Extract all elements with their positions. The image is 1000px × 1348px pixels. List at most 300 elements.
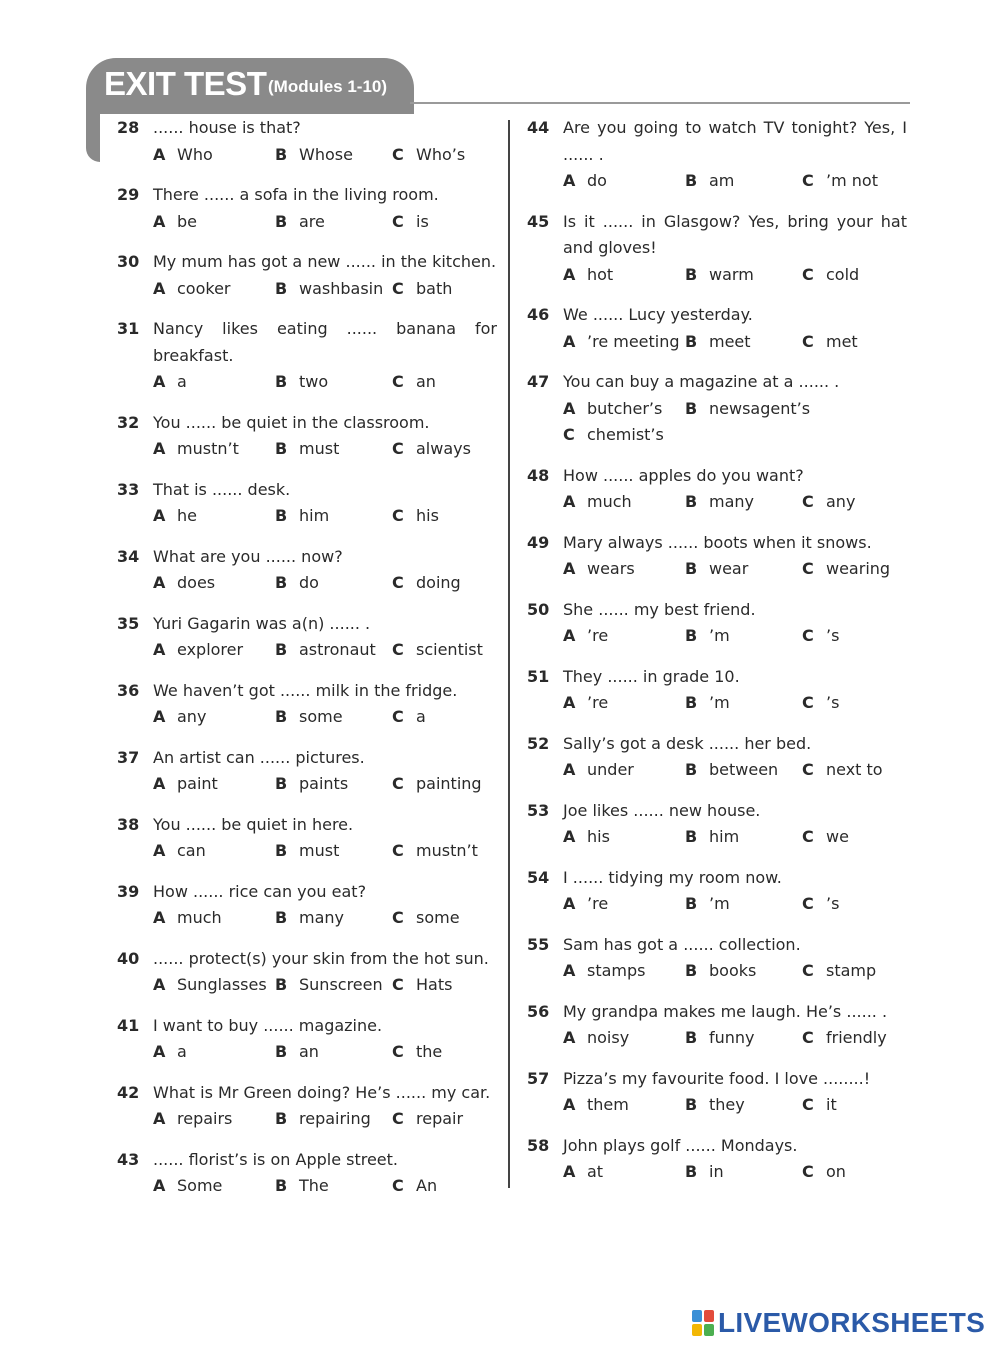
- option-text: ’s: [826, 626, 840, 645]
- option-letter: A: [153, 372, 166, 391]
- option-text: mustn’t: [416, 841, 478, 860]
- option-c[interactable]: [802, 1025, 887, 1051]
- option-letter: C: [802, 264, 814, 284]
- option-c[interactable]: [802, 556, 890, 582]
- option-a[interactable]: [563, 1092, 629, 1118]
- option-text: much: [587, 492, 632, 511]
- option-letter: A: [153, 1176, 166, 1195]
- option-text: newsagent’s: [709, 398, 811, 418]
- option-letter: B: [275, 1109, 288, 1128]
- option-text: mustn’t: [177, 439, 239, 458]
- option-a[interactable]: [563, 329, 680, 355]
- option-text: be: [177, 211, 197, 231]
- question-number: 52: [527, 733, 550, 753]
- question-number: 34: [117, 546, 140, 566]
- option-letter: C: [802, 1028, 814, 1047]
- question-text: Sally’s got a desk ...... her bed.: [563, 733, 812, 753]
- logo-mark-icon: [692, 1310, 714, 1336]
- option-b[interactable]: [685, 958, 756, 984]
- option-c[interactable]: [392, 972, 452, 998]
- option-letter: C: [802, 492, 814, 511]
- option-b[interactable]: [685, 1092, 745, 1118]
- option-b[interactable]: [275, 838, 339, 864]
- option-text: any: [177, 707, 207, 726]
- option-text: must: [299, 439, 340, 458]
- option-text: repairing: [299, 1109, 371, 1128]
- question-number: 37: [117, 747, 140, 767]
- option-letter: C: [802, 1162, 814, 1181]
- option-c[interactable]: [392, 1039, 442, 1065]
- option-text: warm: [709, 264, 754, 284]
- question-number: 50: [527, 599, 550, 619]
- option-text: his: [587, 827, 610, 846]
- option-letter: A: [153, 707, 166, 726]
- question-text: ...... house is that?: [153, 118, 301, 137]
- option-c[interactable]: [392, 503, 439, 529]
- option-text: scientist: [416, 640, 483, 659]
- option-letter: A: [153, 278, 166, 298]
- option-letter: C: [392, 1176, 404, 1195]
- option-letter: B: [275, 908, 288, 927]
- option-letter: A: [563, 760, 576, 779]
- option-text: in: [709, 1162, 724, 1181]
- option-letter: A: [563, 1095, 576, 1114]
- question-text: My grandpa makes me laugh. He’s ...... .: [563, 1001, 888, 1021]
- option-c[interactable]: [563, 422, 664, 448]
- option-c[interactable]: [802, 891, 839, 917]
- option-text: meet: [709, 331, 751, 351]
- option-letter: C: [392, 774, 404, 793]
- option-b[interactable]: [685, 1159, 724, 1185]
- option-b[interactable]: [275, 436, 339, 462]
- question-text: Pizza’s my favourite food. I love ........!: [563, 1068, 871, 1088]
- question-text: They ...... in grade 10.: [563, 666, 740, 686]
- option-text: always: [416, 439, 471, 458]
- option-a[interactable]: [563, 1025, 629, 1051]
- option-letter: A: [153, 640, 166, 659]
- option-c[interactable]: [392, 570, 461, 596]
- option-text: An: [416, 1176, 438, 1195]
- option-c[interactable]: [802, 824, 849, 850]
- option-a[interactable]: [563, 396, 662, 422]
- option-a[interactable]: [563, 556, 635, 582]
- option-text: many: [299, 908, 344, 927]
- option-text: some: [299, 707, 343, 726]
- option-text: met: [826, 331, 858, 351]
- option-b[interactable]: [685, 556, 748, 582]
- question-number: 36: [117, 680, 140, 700]
- option-text: ’m not: [826, 171, 878, 190]
- option-b[interactable]: [275, 369, 328, 395]
- option-b[interactable]: [685, 623, 730, 649]
- option-c[interactable]: [802, 168, 878, 194]
- option-letter: A: [153, 439, 166, 458]
- option-text: ’re: [587, 626, 609, 645]
- option-c[interactable]: [802, 489, 855, 515]
- logo-text: LIVEWORKSHEETS: [718, 1307, 986, 1338]
- option-text: an: [299, 1042, 319, 1061]
- question-number: 28: [117, 118, 140, 137]
- option-text: a: [177, 1042, 187, 1061]
- option-letter: B: [275, 506, 288, 525]
- option-text: it: [826, 1095, 837, 1114]
- option-text: them: [587, 1095, 629, 1114]
- option-a[interactable]: [563, 824, 610, 850]
- option-b[interactable]: [685, 757, 778, 783]
- question-number: 39: [117, 881, 140, 901]
- option-letter: A: [563, 894, 576, 913]
- question-text: Nancy likes eating ...... banana for: [153, 319, 497, 338]
- option-c[interactable]: [802, 958, 876, 984]
- option-letter: C: [802, 827, 814, 846]
- question-number: 47: [527, 372, 550, 391]
- option-text: paint: [177, 774, 218, 793]
- option-letter: B: [685, 827, 698, 846]
- option-a[interactable]: [153, 436, 239, 462]
- option-text: hot: [587, 264, 614, 284]
- question-number: 44: [527, 118, 550, 137]
- option-a[interactable]: [563, 168, 607, 194]
- question-number: 41: [117, 1015, 140, 1035]
- option-letter: C: [802, 626, 814, 645]
- option-letter: C: [392, 640, 404, 659]
- option-a[interactable]: [153, 570, 215, 596]
- option-letter: C: [802, 559, 814, 578]
- question-text: How ...... apples do you want?: [563, 465, 804, 485]
- option-letter: C: [392, 573, 404, 592]
- option-letter: C: [392, 278, 404, 298]
- option-b[interactable]: [685, 262, 754, 288]
- question-text: I want to buy ...... magazine.: [153, 1015, 383, 1035]
- option-a[interactable]: [153, 503, 197, 529]
- option-a[interactable]: [153, 276, 231, 302]
- option-c[interactable]: [392, 276, 452, 302]
- option-letter: A: [153, 841, 166, 860]
- question-text: What is Mr Green doing? He’s ...... my car.: [153, 1082, 491, 1102]
- option-letter: C: [802, 331, 814, 351]
- option-letter: A: [153, 506, 166, 525]
- option-text: they: [709, 1095, 745, 1114]
- option-text: Whose: [299, 144, 353, 164]
- option-a[interactable]: [153, 1106, 232, 1132]
- option-text: ’m: [709, 626, 730, 645]
- option-text: do: [587, 171, 607, 190]
- option-letter: B: [275, 372, 288, 391]
- option-text: chemist’s: [587, 425, 664, 444]
- column-divider: [508, 120, 510, 1188]
- option-letter: B: [685, 492, 698, 511]
- question-number: 57: [527, 1068, 550, 1088]
- option-b[interactable]: [275, 142, 353, 168]
- option-c[interactable]: [392, 704, 426, 730]
- question-number: 53: [527, 800, 550, 820]
- question-text: breakfast.: [153, 345, 234, 365]
- option-a[interactable]: [153, 209, 197, 235]
- question-number: 54: [527, 867, 550, 887]
- option-letter: C: [802, 171, 814, 190]
- option-letter: B: [275, 278, 288, 298]
- option-text: him: [299, 506, 330, 525]
- option-letter: B: [685, 760, 698, 779]
- question-text: I ...... tidying my room now.: [563, 867, 782, 887]
- question-text: You ...... be quiet in here.: [153, 814, 354, 834]
- option-c[interactable]: [392, 771, 482, 797]
- option-a[interactable]: [563, 623, 608, 649]
- option-letter: B: [275, 707, 288, 726]
- option-text: Some: [177, 1176, 223, 1195]
- option-text: stamps: [587, 961, 646, 980]
- option-a[interactable]: [153, 369, 187, 395]
- question-number: 48: [527, 465, 550, 485]
- option-text: stamp: [826, 961, 877, 980]
- question-text: Mary always ...... boots when it snows.: [563, 532, 872, 552]
- option-c[interactable]: [802, 1092, 837, 1118]
- question-text: Joe likes ...... new house.: [563, 800, 761, 820]
- option-b[interactable]: [275, 1173, 329, 1199]
- option-letter: A: [563, 492, 576, 511]
- option-letter: A: [563, 264, 576, 284]
- question-number: 31: [117, 319, 140, 338]
- question-number: 56: [527, 1001, 550, 1021]
- option-text: ’re meeting: [587, 331, 680, 351]
- option-c[interactable]: [392, 1106, 463, 1132]
- option-text: at: [587, 1162, 604, 1181]
- option-text: astronaut: [299, 640, 376, 659]
- option-text: two: [299, 372, 329, 391]
- option-letter: B: [275, 841, 288, 860]
- option-letter: B: [685, 693, 698, 712]
- option-b[interactable]: [275, 1106, 371, 1132]
- option-letter: C: [392, 439, 404, 458]
- option-text: funny: [709, 1028, 755, 1047]
- option-b[interactable]: [685, 824, 739, 850]
- option-b[interactable]: [275, 1039, 319, 1065]
- option-letter: C: [802, 1095, 814, 1114]
- option-text: ’m: [709, 693, 730, 712]
- option-letter: A: [153, 774, 166, 793]
- option-text: an: [416, 372, 436, 391]
- question-number: 33: [117, 479, 140, 499]
- option-b[interactable]: [685, 1025, 755, 1051]
- option-letter: C: [802, 693, 814, 712]
- question-text: How ...... rice can you eat?: [153, 881, 367, 901]
- option-text: on: [826, 1162, 846, 1181]
- option-letter: A: [563, 827, 576, 846]
- option-a[interactable]: [153, 838, 206, 864]
- option-letter: A: [153, 975, 166, 994]
- option-b[interactable]: [685, 690, 730, 716]
- option-b[interactable]: [275, 771, 348, 797]
- question-text: You ...... be quiet in the classroom.: [153, 412, 430, 432]
- option-letter: A: [563, 559, 576, 578]
- option-letter: C: [802, 961, 814, 980]
- option-letter: B: [685, 961, 698, 980]
- option-text: many: [709, 492, 754, 511]
- option-text: doing: [416, 573, 461, 592]
- option-letter: C: [392, 975, 404, 994]
- option-a[interactable]: [563, 690, 608, 716]
- option-letter: A: [563, 331, 576, 351]
- option-letter: B: [275, 573, 288, 592]
- option-a[interactable]: [153, 972, 267, 998]
- question-number: 49: [527, 532, 550, 552]
- option-a[interactable]: [153, 142, 213, 168]
- option-a[interactable]: [563, 757, 634, 783]
- option-b[interactable]: [275, 209, 325, 235]
- option-letter: B: [685, 171, 698, 190]
- option-letter: A: [563, 1028, 576, 1047]
- option-b[interactable]: [275, 637, 376, 663]
- option-c[interactable]: [802, 329, 858, 355]
- option-letter: B: [275, 439, 288, 458]
- question-text: We ...... Lucy yesterday.: [563, 305, 753, 324]
- option-letter: B: [275, 144, 288, 164]
- option-letter: C: [392, 908, 404, 927]
- option-c[interactable]: [392, 369, 436, 395]
- option-b[interactable]: [275, 503, 329, 529]
- option-b[interactable]: [685, 396, 810, 422]
- question-number: 35: [117, 613, 140, 633]
- option-letter: C: [392, 144, 404, 164]
- question-number: 42: [117, 1082, 140, 1102]
- option-b[interactable]: [275, 905, 344, 931]
- option-c[interactable]: [802, 690, 839, 716]
- question-text: ...... protect(s) your skin from the hot sun.: [153, 948, 489, 968]
- option-letter: B: [685, 1028, 698, 1047]
- option-c[interactable]: [802, 1159, 846, 1185]
- option-b[interactable]: [275, 972, 383, 998]
- option-a[interactable]: [153, 704, 206, 730]
- option-letter: C: [802, 894, 814, 913]
- option-text: wear: [709, 559, 749, 578]
- option-text: must: [299, 841, 340, 860]
- option-letter: C: [802, 760, 814, 779]
- option-c[interactable]: [392, 905, 460, 931]
- option-text: washbasin: [299, 278, 384, 298]
- option-letter: B: [275, 975, 288, 994]
- option-letter: B: [685, 264, 698, 284]
- question-text: Sam has got a ...... collection.: [563, 934, 801, 954]
- option-letter: B: [275, 640, 288, 659]
- option-letter: B: [685, 894, 698, 913]
- option-text: he: [177, 506, 197, 525]
- option-letter: B: [275, 1176, 288, 1195]
- option-a[interactable]: [153, 905, 222, 931]
- option-b[interactable]: [275, 570, 319, 596]
- option-c[interactable]: [392, 637, 483, 663]
- option-a[interactable]: [563, 262, 613, 288]
- option-letter: B: [275, 774, 288, 793]
- option-b[interactable]: [685, 168, 734, 194]
- option-text: does: [177, 573, 216, 592]
- question-number: 29: [117, 185, 140, 204]
- option-a[interactable]: [153, 1039, 187, 1065]
- option-text: do: [299, 573, 319, 592]
- question-text: Is it ...... in Glasgow? Yes, bring your hat: [563, 211, 907, 231]
- option-letter: A: [563, 693, 576, 712]
- question-number: 30: [117, 252, 140, 271]
- option-text: wears: [587, 559, 635, 578]
- option-text: wearing: [826, 559, 891, 578]
- option-letter: B: [685, 331, 698, 351]
- option-c[interactable]: [802, 262, 859, 288]
- option-text: between: [709, 760, 779, 779]
- question-number: 38: [117, 814, 140, 834]
- option-letter: A: [563, 171, 576, 190]
- option-a[interactable]: [153, 1173, 222, 1199]
- option-letter: C: [392, 211, 404, 231]
- option-a[interactable]: [563, 489, 632, 515]
- question-text: My mum has got a new ...... in the kitchen.: [153, 252, 497, 271]
- option-letter: B: [685, 398, 698, 418]
- question-text: You can buy a magazine at a ...... .: [563, 372, 840, 391]
- question-number: 32: [117, 412, 140, 432]
- option-text: Hats: [416, 975, 453, 994]
- option-b[interactable]: [275, 704, 343, 730]
- option-text: books: [709, 961, 757, 980]
- question-text: and gloves!: [563, 238, 657, 257]
- question-number: 55: [527, 934, 550, 954]
- option-c[interactable]: [392, 209, 429, 235]
- option-a[interactable]: [563, 1159, 603, 1185]
- option-c[interactable]: [392, 142, 465, 168]
- option-text: are: [299, 211, 325, 231]
- option-a[interactable]: [153, 771, 218, 797]
- option-letter: C: [392, 841, 404, 860]
- option-text: any: [826, 492, 856, 511]
- option-letter: A: [153, 144, 166, 164]
- option-text: Sunscreen: [299, 975, 383, 994]
- option-text: next to: [826, 760, 883, 779]
- option-text: a: [416, 707, 426, 726]
- option-text: under: [587, 760, 634, 779]
- option-c[interactable]: [392, 838, 478, 864]
- option-b[interactable]: [685, 329, 751, 355]
- option-text: much: [177, 908, 222, 927]
- question-text: An artist can ...... pictures.: [153, 747, 365, 767]
- page-title: EXIT TEST: [104, 65, 267, 102]
- question-text: ...... florist’s is on Apple street.: [153, 1149, 399, 1169]
- option-b[interactable]: [685, 891, 730, 917]
- question-text: Are you going to watch TV tonight? Yes, I: [563, 118, 907, 137]
- option-text: ’s: [826, 693, 840, 712]
- option-b[interactable]: [275, 276, 383, 302]
- option-text: a: [177, 372, 187, 391]
- option-c[interactable]: [802, 623, 839, 649]
- question-text: John plays golf ...... Mondays.: [563, 1135, 798, 1155]
- option-c[interactable]: [392, 436, 471, 462]
- option-a[interactable]: [563, 958, 646, 984]
- question-number: 40: [117, 948, 140, 968]
- option-letter: B: [685, 559, 698, 578]
- option-text: cold: [826, 264, 860, 284]
- option-a[interactable]: [153, 637, 243, 663]
- option-b[interactable]: [685, 489, 754, 515]
- question-number: 58: [527, 1135, 550, 1155]
- option-text: is: [416, 211, 429, 231]
- question-number: 46: [527, 305, 550, 324]
- question-text: That is ...... desk.: [153, 479, 291, 499]
- option-text: paints: [299, 774, 349, 793]
- option-text: am: [709, 171, 735, 190]
- option-a[interactable]: [563, 891, 608, 917]
- option-text: painting: [416, 774, 482, 793]
- option-letter: B: [275, 211, 288, 231]
- option-text: the: [416, 1042, 443, 1061]
- option-c[interactable]: [802, 757, 883, 783]
- option-c[interactable]: [392, 1173, 437, 1199]
- option-letter: A: [563, 398, 576, 418]
